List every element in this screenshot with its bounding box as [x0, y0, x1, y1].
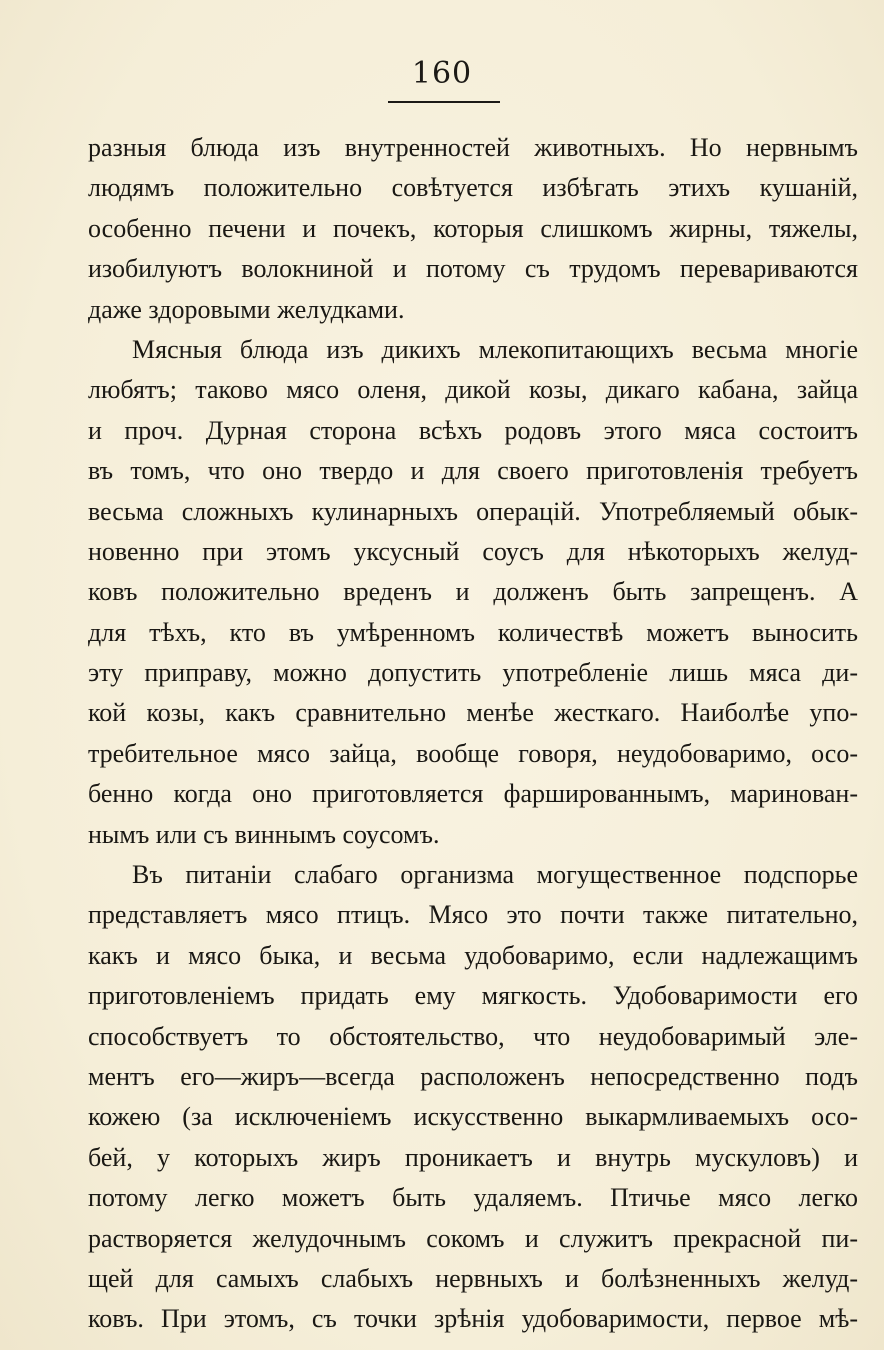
text-line: для тѣхъ, кто въ умѣренномъ количествѣ можетъ выносить [88, 617, 858, 647]
text-line: кой козы, какъ сравнительно менѣе жесткаго. Наиболѣе упо- [88, 698, 858, 728]
text-line: требительное мясо зайца, вообще говоря, неудобоваримо, осо- [88, 738, 858, 768]
page-number: 160 [411, 56, 473, 91]
text-line: весьма сложныхъ кулинарныхъ операцій. Употребляемый обык- [88, 496, 858, 526]
text-line: даже здоровыми желудками. [88, 294, 405, 324]
text-line: любятъ; таково мясо оленя, дикой козы, дикаго кабана, зайца [88, 375, 858, 405]
text-line: представляетъ мясо птицъ. Мясо это почти также питательно, [88, 900, 858, 930]
text-line: бенно когда оно приготовляется фаршированнымъ, маринован- [88, 779, 858, 809]
text-line: кожею (за исключеніемъ искусственно выкармливаемыхъ осо- [88, 1102, 858, 1132]
text-line: растворяется желудочнымъ сокомъ и служитъ прекрасной пи- [88, 1223, 858, 1253]
text-line: нымъ или съ виннымъ соусомъ. [88, 819, 440, 849]
text-line: въ томъ, что оно твердо и для своего приготовленія требуетъ [88, 456, 858, 486]
text-line: и проч. Дурная сторона всѣхъ родовъ этого мяса состоитъ [88, 415, 858, 445]
text-line: разныя блюда изъ внутренностей животныхъ. Но нервнымъ [88, 133, 858, 162]
page-number-rule [388, 101, 500, 103]
text-line: особенно печени и почекъ, которыя слишкомъ жирны, тяжелы, [88, 213, 858, 243]
text-line: новенно при этомъ уксусный соусъ для нѣкоторыхъ желуд- [88, 536, 858, 566]
text-line: ковъ положительно вреденъ и долженъ быть запрещенъ. А [88, 577, 858, 607]
text-line: бей, у которыхъ жиръ проникаетъ и внутрь мускуловъ) и [88, 1142, 858, 1172]
text-line: ментъ его—жиръ—всегда расположенъ непосредственно подъ [88, 1061, 858, 1091]
text-line: способствуетъ то обстоятельство, что неудобоваримый эле- [88, 1021, 858, 1051]
text-line: приготовленіемъ придать ему мягкость. Удобоваримости его [88, 981, 858, 1011]
text-line: потому легко можетъ быть удаляемъ. Птичье мясо легко [88, 1183, 858, 1213]
text-line: Въ питаніи слабаго организма могущественное подспорье [132, 860, 858, 890]
text-line: изобилуютъ волокниной и потому съ трудомъ перевариваются [88, 254, 858, 284]
text-line: Мясныя блюда изъ дикихъ млекопитающихъ весьма многіе [132, 334, 858, 364]
text-line: эту приправу, можно допустить употребленіе лишь мяса ди- [88, 658, 858, 688]
body-text [88, 128, 858, 1340]
text-line: людямъ положительно совѣтуется избѣгать этихъ кушаній, [88, 173, 858, 203]
text-line: какъ и мясо быка, и весьма удобоваримо, если надлежащимъ [88, 940, 858, 970]
text-line: щей для самыхъ слабыхъ нервныхъ и болѣзненныхъ желуд- [88, 1263, 858, 1293]
text-line: ковъ. При этомъ, съ точки зрѣнія удобоваримости, первое мѣ- [88, 1304, 858, 1334]
